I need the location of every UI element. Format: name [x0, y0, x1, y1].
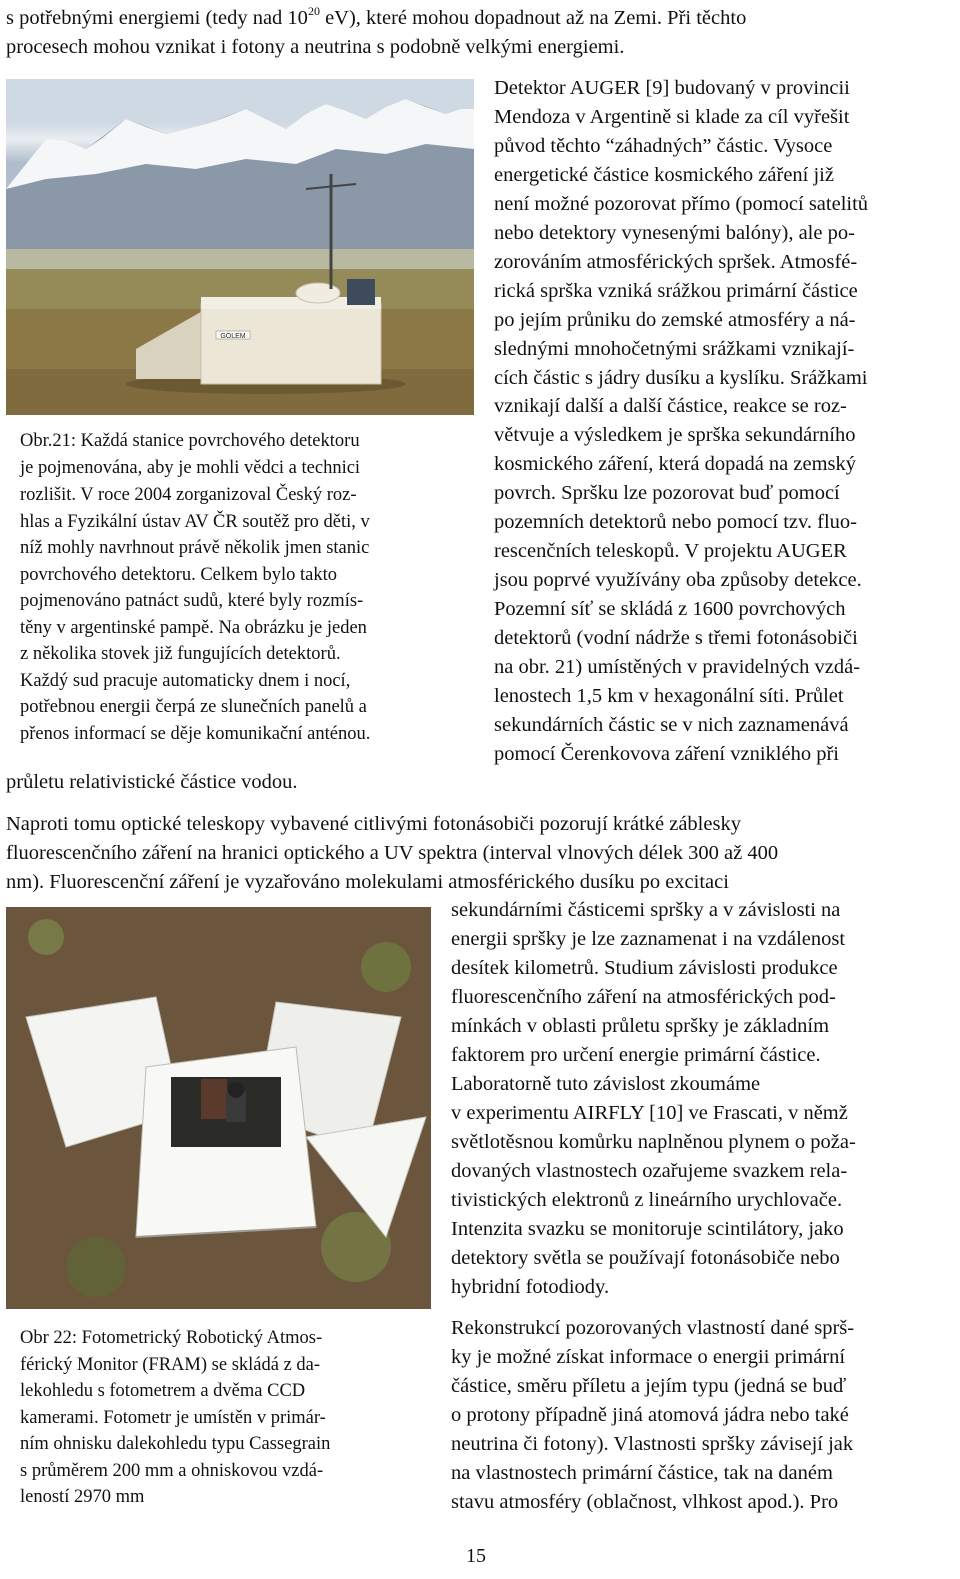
text-line: Rekonstrukcí pozorovaných vlastností dané sprš- — [451, 1317, 855, 1339]
caption-line: přenos informací se děje komunikační anténou. — [20, 724, 371, 744]
text-line: vznikají další a další částice, reakce se roz- — [494, 395, 847, 417]
text-line: Pozemní síť se skládá z 1600 povrchových — [494, 598, 846, 620]
caption-line: povrchového detektoru. Celkem bylo takto — [20, 565, 337, 585]
text-line: Laboratorně tuto závislost zkoumáme — [451, 1073, 761, 1095]
text-line: pozemních detektorů nebo pomocí tzv. fluo- — [494, 511, 858, 533]
caption-line: těny v argentinské pampě. Na obrázku je jeden — [20, 618, 367, 638]
text-line: ky je možné získat informace o energii primární — [451, 1346, 846, 1368]
caption-line: s průměrem 200 mm a ohniskovou vzdá- — [20, 1461, 324, 1481]
caption-line: leností 2970 mm — [20, 1487, 145, 1507]
top-text-line-2: procesech mohou vznikat i fotony a neutrina s podobně velkými energiemi. — [6, 36, 625, 58]
text-line: energii spršky je lze zaznamenat i na vzdálenost — [451, 928, 846, 950]
fram-telescope-photo — [6, 907, 431, 1309]
caption-line: hlas a Fyzikální ústav AV ČR soutěž pro děti, v — [20, 512, 370, 532]
text-line: světlotěsnou komůrku naplněnou plynem o poža- — [451, 1131, 856, 1153]
caption-line: Obr.21: Každá stanice povrchového detektoru — [20, 431, 360, 451]
text-line: tivistických elektronů z lineárního urychlovače. — [451, 1189, 843, 1211]
text-line: částice, směru příletu a jejím typu (jedná se buď — [451, 1375, 847, 1397]
caption-line: férický Monitor (FRAM) se skládá z da- — [20, 1355, 321, 1375]
text-line: detektory světla se používají fotonásobiče nebo — [451, 1247, 840, 1269]
caption-line: níž mohly navrhnout právě několik jmen stanic — [20, 538, 370, 558]
caption-line: rozlišit. V roce 2004 zorganizoval Český roz- — [20, 485, 357, 505]
text-line: sekundárními částicemi spršky a v závislosti na — [451, 899, 841, 921]
text-line: energetické částice kosmického záření již — [494, 164, 834, 186]
text-line: Mendoza v Argentině si klade za cíl vyřešit — [494, 106, 850, 128]
continuation-line: průletu relativistické částice vodou. — [6, 771, 298, 793]
text-line: cích částic s jádry dusíku a kyslíku. Srážkami — [494, 367, 868, 389]
text-line: po jejím průniku do zemské atmosféry a ná- — [494, 309, 856, 331]
text-line: nm). Fluorescenční záření je vyzařováno molekulami atmosférického dusíku po excitaci — [6, 871, 729, 893]
text-line: původ těchto “záhadných” částic. Vysoce — [494, 135, 833, 157]
caption-line: ním ohnisku dalekohledu typu Cassegrain — [20, 1434, 331, 1454]
top-text-line-1: s potřebnými energiemi (tedy nad $10^{20}$ eV), které mohou dopadnout až na Zemi. Při těchto — [6, 4, 747, 29]
text-line: detektorů (vodní nádrže s třemi fotonásobiči — [494, 627, 858, 649]
text-line: rescenčních teleskopů. V projektu AUGER — [494, 540, 847, 562]
caption-line: lekohledu s fotometrem a dvěma CCD — [20, 1381, 306, 1401]
text-line: není možné pozorovat přímo (pomocí satelitů — [494, 193, 869, 215]
text-line: kosmického záření, která dopadá na zemský — [494, 453, 857, 475]
caption-line: Každý sud pracuje automaticky dnem i nocí, — [20, 671, 351, 691]
text-line: v experimentu AIRFLY [10] ve Frascati, v němž — [451, 1102, 848, 1124]
text-line: desítek kilometrů. Studium závislosti produkce — [451, 957, 838, 979]
text-line: mínkách v oblasti průletu spršky je základním — [451, 1015, 830, 1037]
text-line: zorováním atmosférických spršek. Atmosfé- — [494, 251, 858, 273]
caption-line: kamerami. Fotometr je umístěn v primár- — [20, 1408, 326, 1428]
caption-line: z několika stovek již fungujících detektorů. — [20, 644, 341, 664]
text-line: větvuje a výsledkem je sprška sekundárního — [494, 424, 856, 446]
text-line: nebo detektory vynesenými balóny), ale po- — [494, 222, 855, 244]
caption-line: je pojmenována, aby je mohli vědci a technici — [20, 458, 361, 478]
text-line: Naproti tomu optické teleskopy vybavené citlivými fotonásobiči pozorují krátké záblesky — [6, 813, 741, 835]
fram-illustration — [6, 907, 431, 1309]
text-line: na vlastnostech primární částice, tak na daném — [451, 1462, 833, 1484]
text-line: Intenzita svazku se monitoruje scintilátory, jako — [451, 1218, 844, 1240]
surface-detector-photo — [6, 79, 474, 415]
text-line: lenostech 1,5 km v hexagonální síti. Průlet — [494, 685, 844, 707]
text-line: faktorem pro určení energie primární částice. — [451, 1044, 821, 1066]
detector-illustration — [6, 79, 474, 415]
text-line: Detektor AUGER [9] budovaný v provincii — [494, 77, 850, 99]
tank-label: GOLEM — [220, 333, 246, 340]
text-line: na obr. 21) umístěných v pravidelných vzdá- — [494, 656, 861, 678]
text-line: fluorescenčního záření na hranici optického a UV spektra (interval vlnových délek 300 až 400 — [6, 842, 779, 864]
text-line: fluorescenčního záření na atmosférických pod- — [451, 986, 836, 1008]
caption-line: potřebnou energii čerpá ze slunečních panelů a — [20, 697, 367, 717]
text-line: slednými mnohočetnými srážkami vznikají- — [494, 338, 855, 360]
text-line: pomocí Čerenkovova záření vzniklého při — [494, 743, 839, 765]
text-line: rická sprška vzniká srážkou primární částice — [494, 280, 858, 302]
text-line: sekundárních částic se v nich zaznamenává — [494, 714, 849, 736]
text-line: neutrina či fotony). Vlastnosti spršky závisejí jak — [451, 1433, 854, 1455]
text-line: stavu atmosféry (oblačnost, vlhkost apod.). Pro — [451, 1491, 839, 1513]
caption-line: Obr 22: Fotometrický Robotický Atmos- — [20, 1328, 323, 1348]
page-number: 15 — [466, 1545, 486, 1567]
text-line: povrch. Spršku lze pozorovat buď pomocí — [494, 482, 840, 504]
text-line: dovaných vlastnostech ozařujeme svazkem rela- — [451, 1160, 848, 1182]
text-line: o protony případně jiná atomová jádra nebo také — [451, 1404, 849, 1426]
text-line: hybridní fotodiody. — [451, 1276, 610, 1298]
caption-line: pojmenováno patnáct sudů, které byly rozmís- — [20, 591, 364, 611]
text-line: jsou poprvé využívány oba způsoby detekce. — [494, 569, 862, 591]
